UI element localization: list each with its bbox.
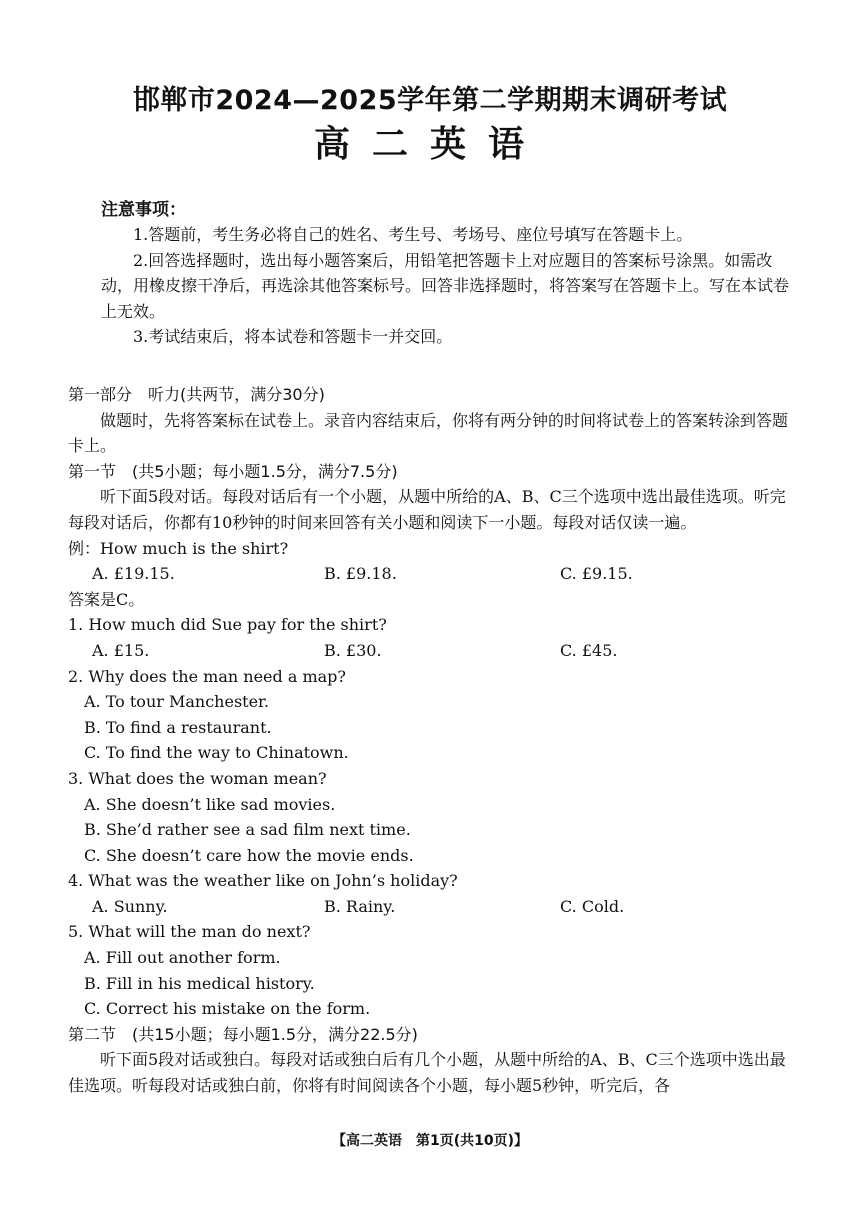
question: 5. What will the man do next? [68, 922, 311, 942]
option-b: B. She’d rather see a sad film next time. [84, 820, 411, 840]
question-options [68, 638, 790, 664]
question: 2. Why does the man need a map? [68, 666, 346, 686]
question: 3. What does the woman mean? [68, 768, 327, 788]
notice-item: 1.答题前，考生务必将自己的姓名、考生号、考场号、座位号填写在答题卡上。 [133, 225, 693, 244]
option-c: C. Correct his mistake on the form. [84, 999, 371, 1019]
option-a: A. £19.15. [92, 564, 175, 584]
option-b: B. £9.18. [324, 564, 397, 584]
part1-instruction: 做题时，先将答案标在试卷上。录音内容结束后，你将有两分钟的时间将试卷上的答案转涂到答题卡上。 [68, 410, 789, 456]
subject-title: 高二英语 [313, 124, 546, 165]
option-a: A. To tour Manchester. [84, 692, 270, 712]
option-c: C. £45. [560, 640, 618, 660]
option-a: A. She doesn’t like sad movies. [84, 794, 336, 814]
option-a: A. Fill out another form. [84, 948, 281, 968]
option-c: C. To find the way to Chinatown. [84, 743, 349, 763]
notice-item: 3.考试结束后，将本试卷和答题卡一并交回。 [133, 327, 453, 347]
option-b: B. Fill in his medical history. [84, 973, 315, 993]
notice-list [101, 222, 791, 350]
question: 4. What was the weather like on John’s holiday? [68, 871, 458, 891]
part1-heading: 第一部分 听力(共两节，满分30分) [68, 385, 325, 404]
section2-heading: 第二节 (共15小题；每小题1.5分，满分22.5分) [68, 1024, 418, 1044]
option-b: B. Rainy. [324, 896, 396, 916]
example-options [68, 561, 790, 587]
option-c: C. £9.15. [560, 564, 633, 584]
notice-heading: 注意事项： [101, 200, 186, 220]
question-options [68, 894, 790, 920]
example-question: 例：How much is the shirt? [68, 538, 289, 558]
option-b: B. £30. [324, 640, 382, 660]
section1-heading: 第一节 (共5小题；每小题1.5分，满分7.5分) [68, 461, 398, 481]
exam-title: 邯郸市2024—2025学年第二学期期末调研考试 [132, 85, 728, 116]
option-c: C. Cold. [560, 896, 625, 916]
page-footer: 【高二英语 第1页(共10页)】 [331, 1133, 529, 1149]
option-a: A. £15. [92, 640, 150, 660]
option-b: B. To find a restaurant. [84, 717, 272, 737]
option-a: A. Sunny. [92, 896, 168, 916]
option-c: C. She doesn’t care how the movie ends. [84, 845, 414, 865]
part1 [68, 382, 790, 1099]
section1-instruction: 听下面5段对话。每段对话后有一个小题，从题中所给的A、B、C三个选项中选出最佳选项。听完每段对话后，你都有10秒钟的时间来回答有关小题和阅读下一小题。每段对话仅读一遍。 [68, 487, 786, 532]
section2-instruction: 听下面5段对话或独白。每段对话或独白后有几个小题，从题中所给的A、B、C三个选项中选出最佳选项。听每段对话或独白前，你将有时间阅读各个小题，每小题5秒钟，听完后，各 [68, 1050, 786, 1096]
question: 1. How much did Sue pay for the shirt? [68, 615, 387, 635]
notice-item: 2.回答选择题时，选出每小题答案后，用铅笔把答题卡上对应题目的答案标号涂黑。如需改动，用橡皮擦干净后，再选涂其他答案标号。回答非选择题时，将答案写在答题卡上。写在本试卷上无效。 [101, 250, 790, 321]
example-answer: 答案是C。 [68, 589, 145, 609]
